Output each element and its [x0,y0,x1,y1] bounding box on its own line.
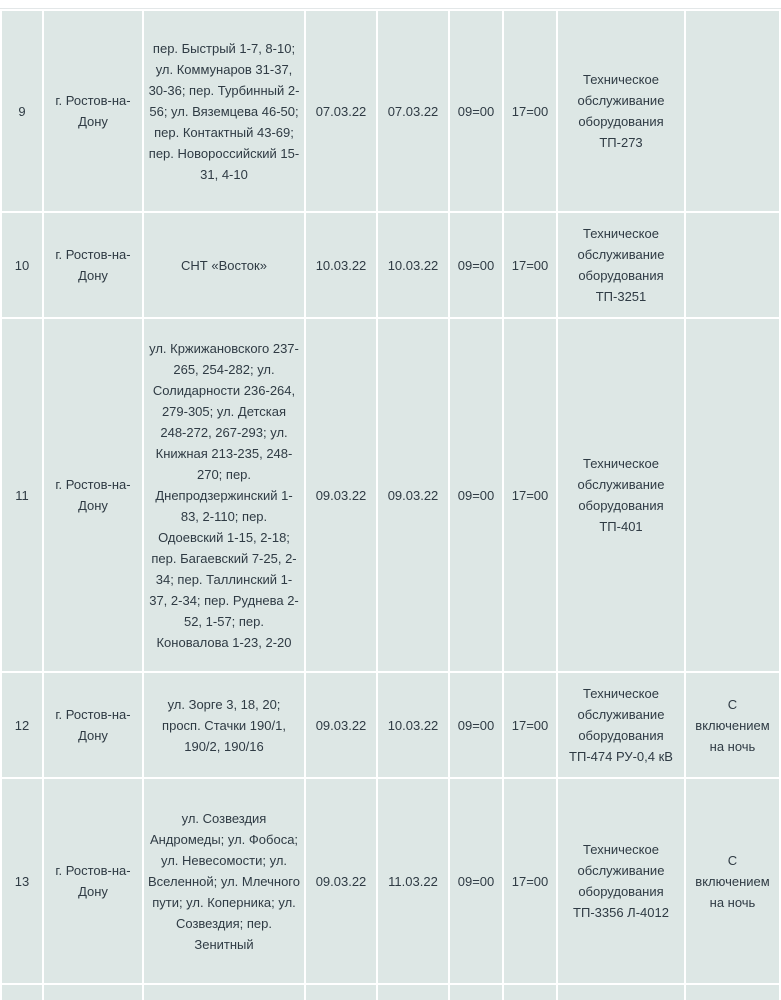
time-end-cell: 17=00 [504,319,556,671]
cell-partial [378,985,448,1000]
table-row [2,213,779,317]
city-cell: г. Ростов-на-Дону [44,213,142,317]
cell-partial [558,985,684,1000]
address-cell: пер. Быстрый 1-7, 8-10; ул. Коммунаров 31-37, 30-36; пер. Турбинный 2-56; ул. Вяземцева 46-50; пер. Контактный 43-69; пер. Новороссийский 15-31, 4-10 [144,11,304,211]
date-end-cell: 11.03.22 [378,779,448,983]
time-end-cell: 17=00 [504,779,556,983]
note-cell: С включением на ночь [686,673,779,777]
time-end-cell: 17=00 [504,213,556,317]
note-cell: С включением на ночь [686,779,779,983]
city-cell: г. Ростов-на-Дону [44,11,142,211]
top-divider [0,0,781,9]
work-cell: Техническое обслуживание оборудования ТП-3251 [558,213,684,317]
cell-partial [144,985,304,1000]
city-cell: г. Ростов-на-Дону [44,673,142,777]
row-number: 13 [2,779,42,983]
note-cell [686,213,779,317]
time-start-cell: 09=00 [450,673,502,777]
address-cell: ул. Кржижановского 237-265, 254-282; ул. Солидарности 236-264, 279-305; ул. Детская 248-272, 267-293; ул. Книжная 213-235, 248-270; пер. Днепродзержинский 1-83, 2-110; пер. Одоевский 1-15, 2-18; пер. Багаевский 7-25, 2-34; пер. Таллинский 1-37, 2-34; пер. Руднева 2-52, 1-57; пер. Коновалова 1-23, 2-20 [144,319,304,671]
row-number: 10 [2,213,42,317]
row-number: 9 [2,11,42,211]
row-number: 11 [2,319,42,671]
date-start-cell: 07.03.22 [306,11,376,211]
date-end-cell: 10.03.22 [378,673,448,777]
time-start-cell: 09=00 [450,11,502,211]
date-start-cell: 09.03.22 [306,779,376,983]
address-cell: ул. Зорге 3, 18, 20; просп. Стачки 190/1, 190/2, 190/16 [144,673,304,777]
time-start-cell: 09=00 [450,319,502,671]
address-cell: СНТ «Восток» [144,213,304,317]
note-cell [686,11,779,211]
time-start-cell: 09=00 [450,213,502,317]
cell-partial [450,985,502,1000]
address-cell: ул. Созвездия Андромеды; ул. Фобоса; ул. Невесомости; ул. Вселенной; ул. Млечного пути; ул. Коперника; ул. Созвездия; пер. Зенитный [144,779,304,983]
work-cell: Техническое обслуживание оборудования ТП-3356 Л-4012 [558,779,684,983]
city-cell: г. Ростов-на-Дону [44,779,142,983]
outage-schedule-table [0,9,781,1000]
cell-partial [44,985,142,1000]
city-cell: г. Ростов-на-Дону [44,319,142,671]
work-cell: Техническое обслуживание оборудования ТП-474 РУ-0,4 кВ [558,673,684,777]
date-start-cell: 10.03.22 [306,213,376,317]
time-start-cell: 09=00 [450,779,502,983]
row-number: 12 [2,673,42,777]
date-end-cell: 10.03.22 [378,213,448,317]
date-end-cell: 09.03.22 [378,319,448,671]
date-start-cell: 09.03.22 [306,319,376,671]
table-row [2,11,779,211]
table-row [2,779,779,983]
cell-partial [2,985,42,1000]
time-end-cell: 17=00 [504,673,556,777]
table-row-partial [2,985,779,1000]
date-end-cell: 07.03.22 [378,11,448,211]
date-start-cell: 09.03.22 [306,673,376,777]
work-cell: Техническое обслуживание оборудования ТП-273 [558,11,684,211]
time-end-cell: 17=00 [504,11,556,211]
cell-partial [306,985,376,1000]
work-cell: Техническое обслуживание оборудования ТП-401 [558,319,684,671]
table-row [2,319,779,671]
note-cell [686,319,779,671]
cell-partial [504,985,556,1000]
cell-partial [686,985,779,1000]
table-row [2,673,779,777]
